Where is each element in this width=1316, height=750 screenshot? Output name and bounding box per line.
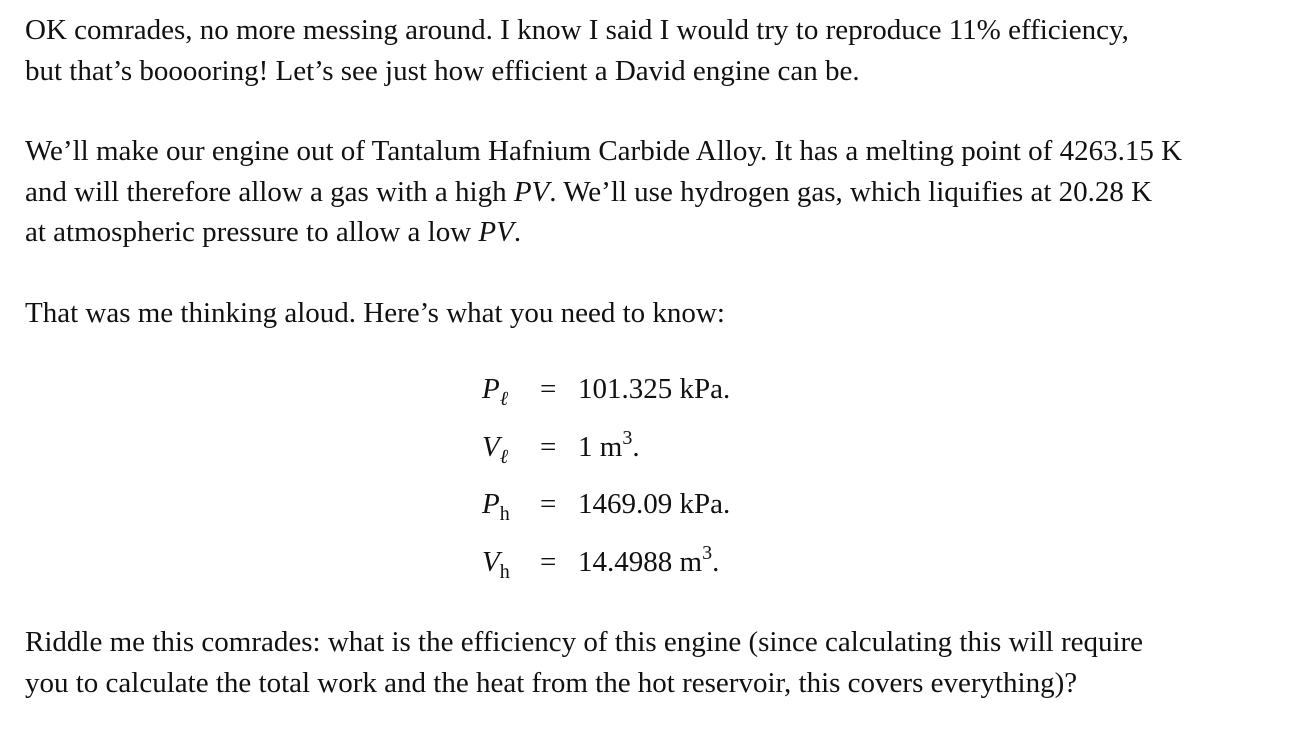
material-line-1: We’ll make our engine out of Tantalum Hafnium Carbide Alloy. It has a melting point of 4263.15 K (25, 135, 1183, 167)
pv-variable: PV (513, 175, 550, 208)
material-line-3a: at atmospheric pressure to allow a low (25, 216, 479, 248)
material-line-2b: . We’ll use hydrogen gas, which liquifies at 20.28 K (549, 175, 1153, 208)
intro-line-1: OK comrades, no more messing around. I know I said I would try to reproduce 11% efficiency, (25, 14, 1129, 46)
equals-sign: = (540, 373, 557, 405)
question-line-1: Riddle me this comrades: what is the efficiency of this engine (since calculating this will require (25, 626, 1144, 658)
equation-lhs: $P_\ell$ (482, 373, 509, 410)
equation-v-low (482, 427, 640, 467)
equals-sign: = (540, 546, 557, 578)
document-body (25, 10, 1295, 333)
material-paragraph (25, 131, 1295, 253)
equation-value: 1469.09 kPa. (578, 488, 731, 520)
thinking-paragraph: That was me thinking aloud. Here’s what you need to know: (25, 296, 725, 329)
equation-p-low (482, 369, 730, 409)
equals-sign: = (540, 431, 557, 463)
material-line-2a: and will therefore allow a gas with a high (25, 175, 514, 208)
equation-value: 101.325 kPa. (578, 373, 731, 405)
equation-lhs: $V_\ell$ (482, 431, 509, 468)
pv-variable: PV (478, 216, 514, 248)
intro-paragraph (25, 10, 1295, 91)
equals-sign: = (540, 488, 557, 520)
equation-p-high (482, 484, 730, 524)
equation-v-high (482, 542, 719, 582)
equation-value: 14.4988 $m^3$. (578, 542, 720, 578)
intro-line-2: but that’s booooring! Let’s see just how efficient a David engine can be. (25, 54, 860, 87)
question-paragraph (25, 622, 1295, 703)
material-line-3b: . (513, 216, 522, 248)
equation-lhs: $V_h$ (482, 546, 510, 583)
equation-value: 1 $m^3$. (578, 427, 640, 463)
question-line-2: you to calculate the total work and the heat from the hot reservoir, this covers everything)? (25, 666, 1078, 699)
equation-lhs: $P_h$ (482, 488, 510, 525)
